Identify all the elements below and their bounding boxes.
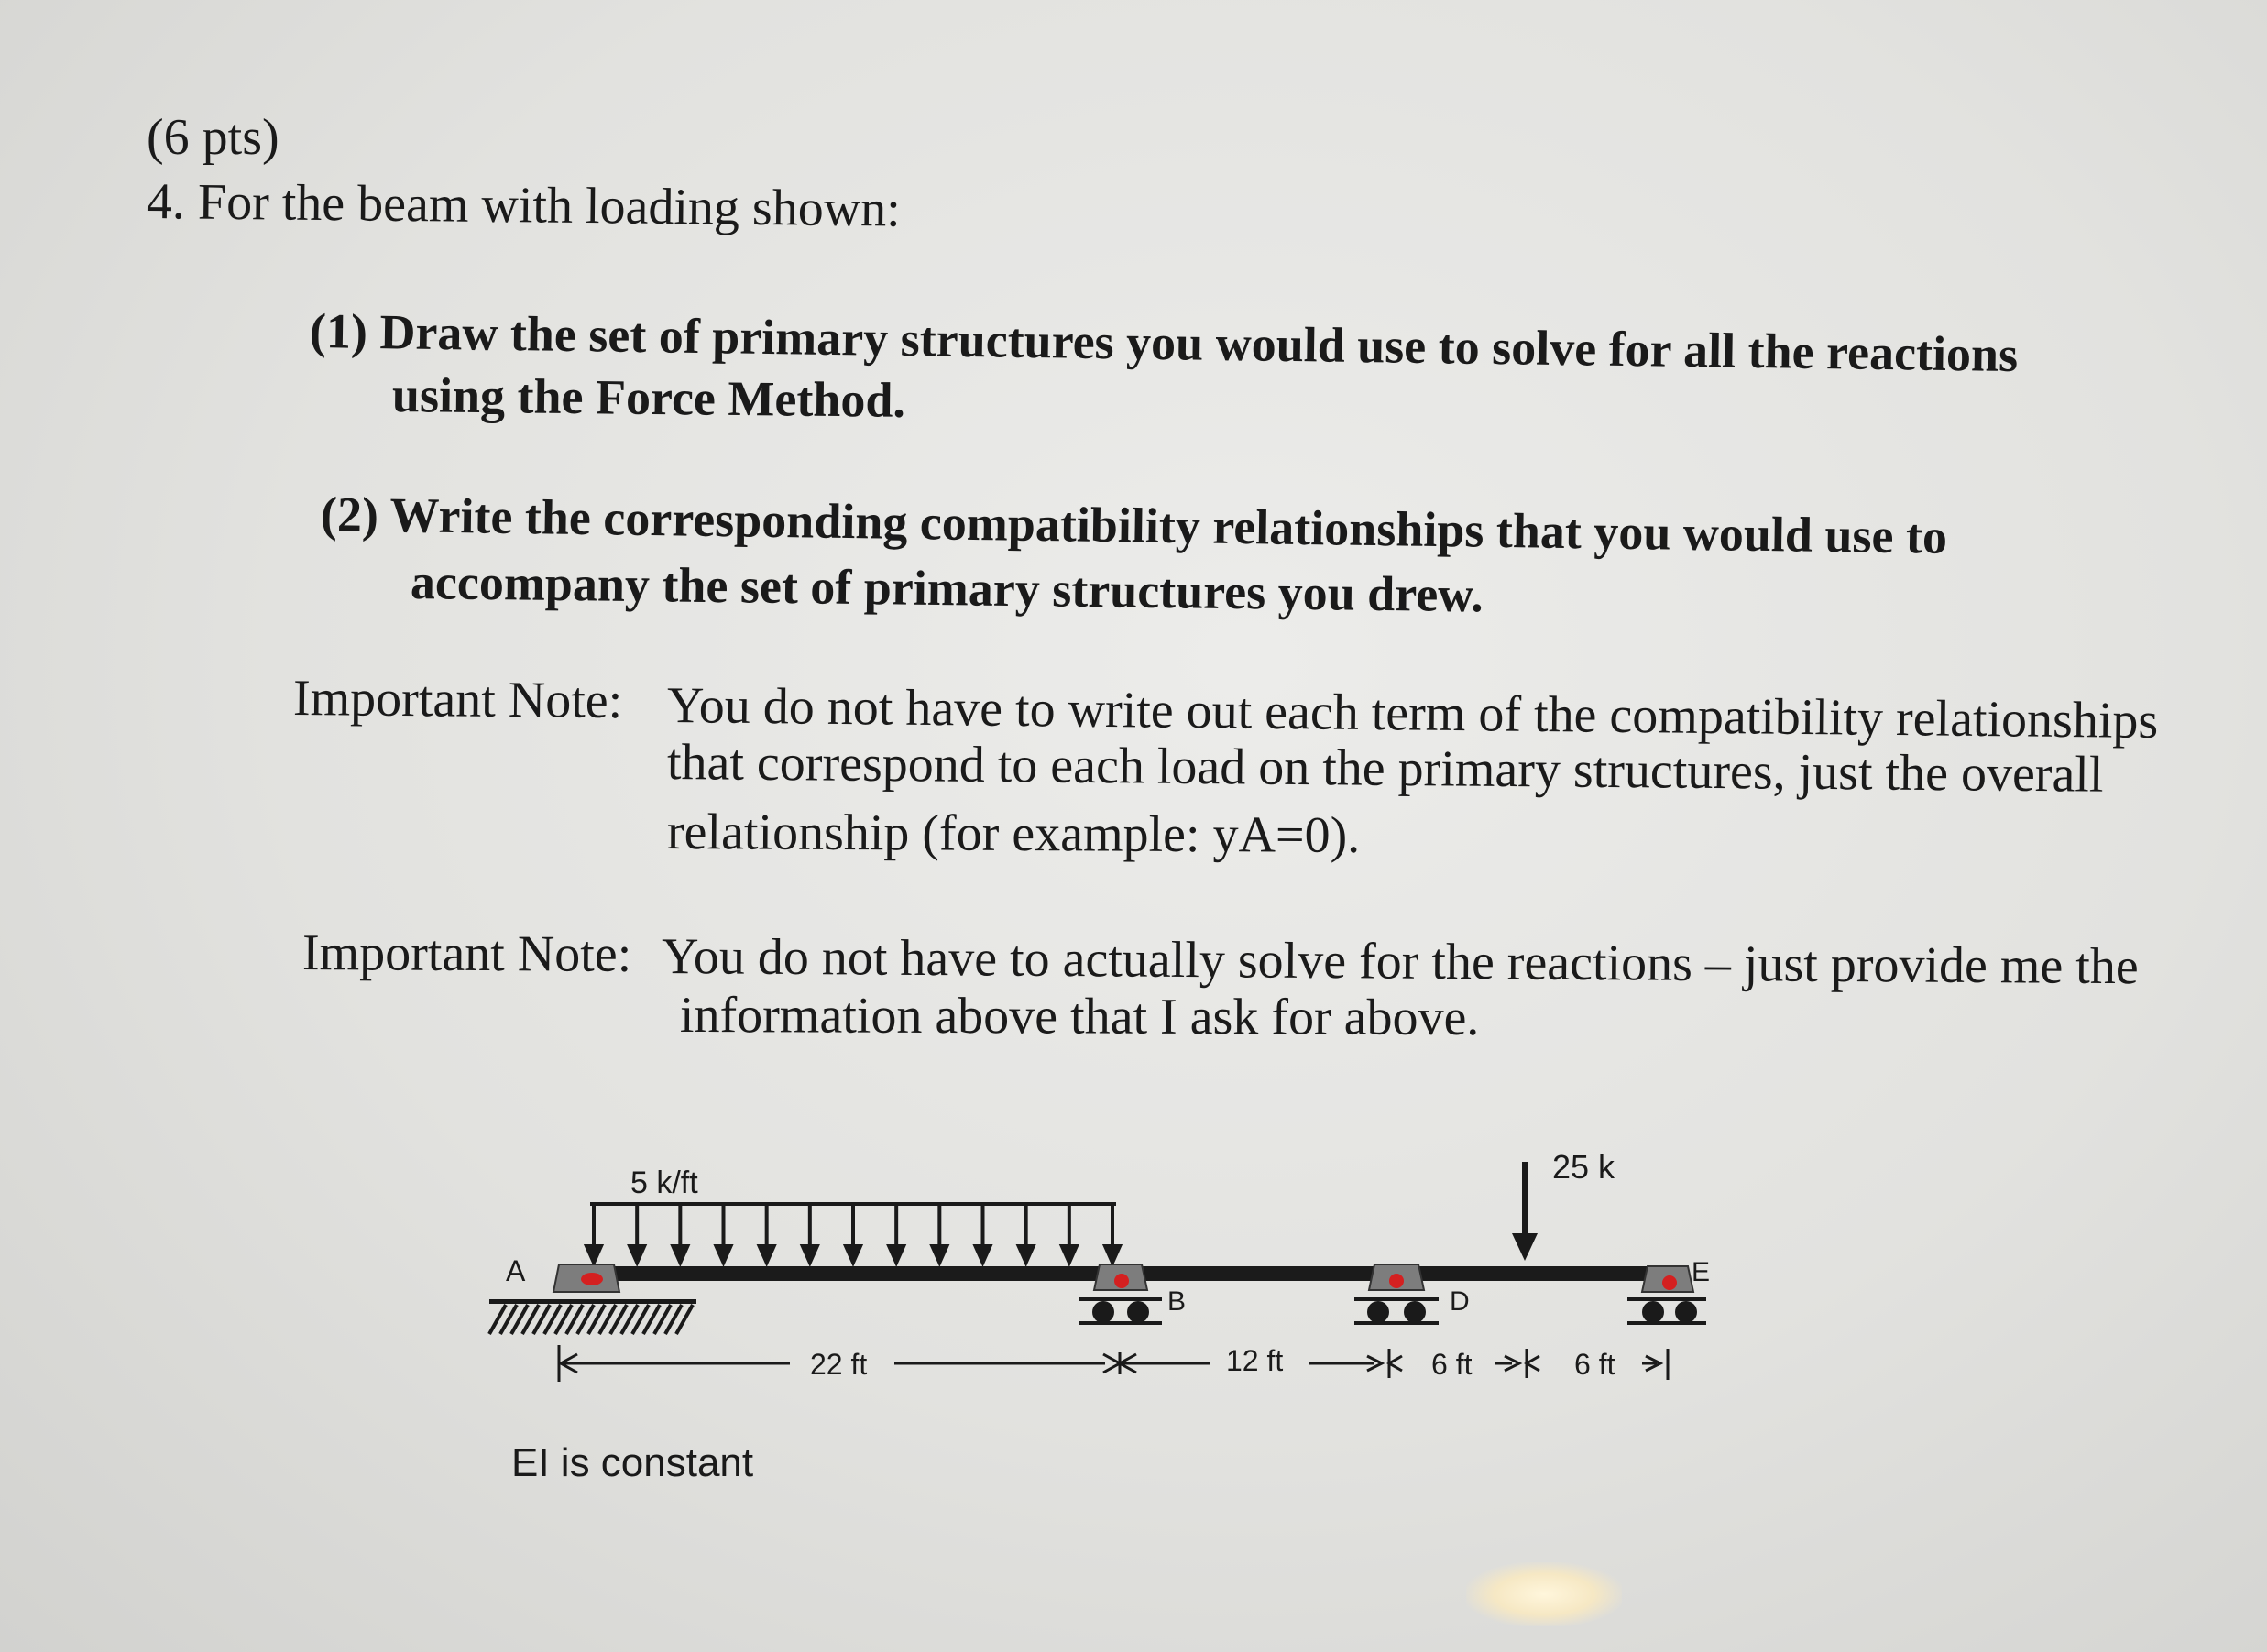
load-arrow: [803, 1204, 817, 1263]
ei-constant-note: EI is constant: [511, 1440, 754, 1485]
part-1-line-1: (1) Draw the set of primary structures you would use to solve for all the reactions: [309, 303, 2019, 383]
dimension-label-6ft-b: 6 ft: [1574, 1348, 1615, 1381]
part-2-line-1: (2) Write the corresponding compatibility relationships that you would use to: [320, 487, 1948, 564]
point-load-label: 25 k: [1552, 1148, 1615, 1186]
note-2-label: Important Note:: [301, 924, 632, 983]
load-arrow: [717, 1204, 731, 1263]
load-arrow: [586, 1204, 601, 1263]
dimension-label-6ft-a: 6 ft: [1431, 1348, 1473, 1381]
points-label: (6 pts): [147, 109, 279, 166]
distributed-load: [586, 1204, 1120, 1263]
load-arrow: [760, 1204, 774, 1263]
support-label-a: A: [506, 1254, 526, 1287]
note-2-line-1: You do not have to actually solve for the reactions – just provide me the: [661, 928, 2139, 996]
note-2-line-2: information above that I ask for above.: [679, 987, 1480, 1047]
part-2-line-2: accompany the set of primary structures you drew.: [410, 554, 1484, 623]
load-arrow: [889, 1204, 904, 1263]
part-1-line-2: using the Force Method.: [391, 367, 906, 428]
dimension-line: [559, 1345, 1668, 1382]
load-arrow: [673, 1204, 687, 1263]
screen-glare: [1466, 1562, 1622, 1626]
support-label-d: D: [1450, 1286, 1470, 1317]
dimension-label-22ft: 22 ft: [810, 1348, 868, 1381]
load-arrow: [1019, 1204, 1034, 1263]
distributed-load-label: 5 k/ft: [630, 1165, 698, 1200]
load-arrow: [1062, 1204, 1077, 1263]
load-arrow: [1105, 1204, 1120, 1263]
load-arrow: [976, 1204, 991, 1263]
question-title: 4. For the beam with loading shown:: [146, 173, 902, 238]
note-1-label: Important Note:: [292, 670, 623, 730]
load-arrow: [932, 1204, 947, 1263]
load-arrow: [846, 1204, 860, 1263]
point-load-arrow: [1512, 1162, 1538, 1261]
support-label-e: E: [1692, 1257, 1711, 1287]
note-1-line-2: that correspond to each load on the primary structures, just the overall: [666, 734, 2104, 804]
dimension-label-12ft: 12 ft: [1226, 1344, 1284, 1377]
load-arrow: [630, 1204, 644, 1263]
support-label-b: B: [1167, 1286, 1187, 1317]
note-1-line-1: You do not have to write out each term of the compatibility relationships: [666, 677, 2159, 750]
note-1-line-3: relationship (for example: yA=0).: [666, 804, 1361, 864]
